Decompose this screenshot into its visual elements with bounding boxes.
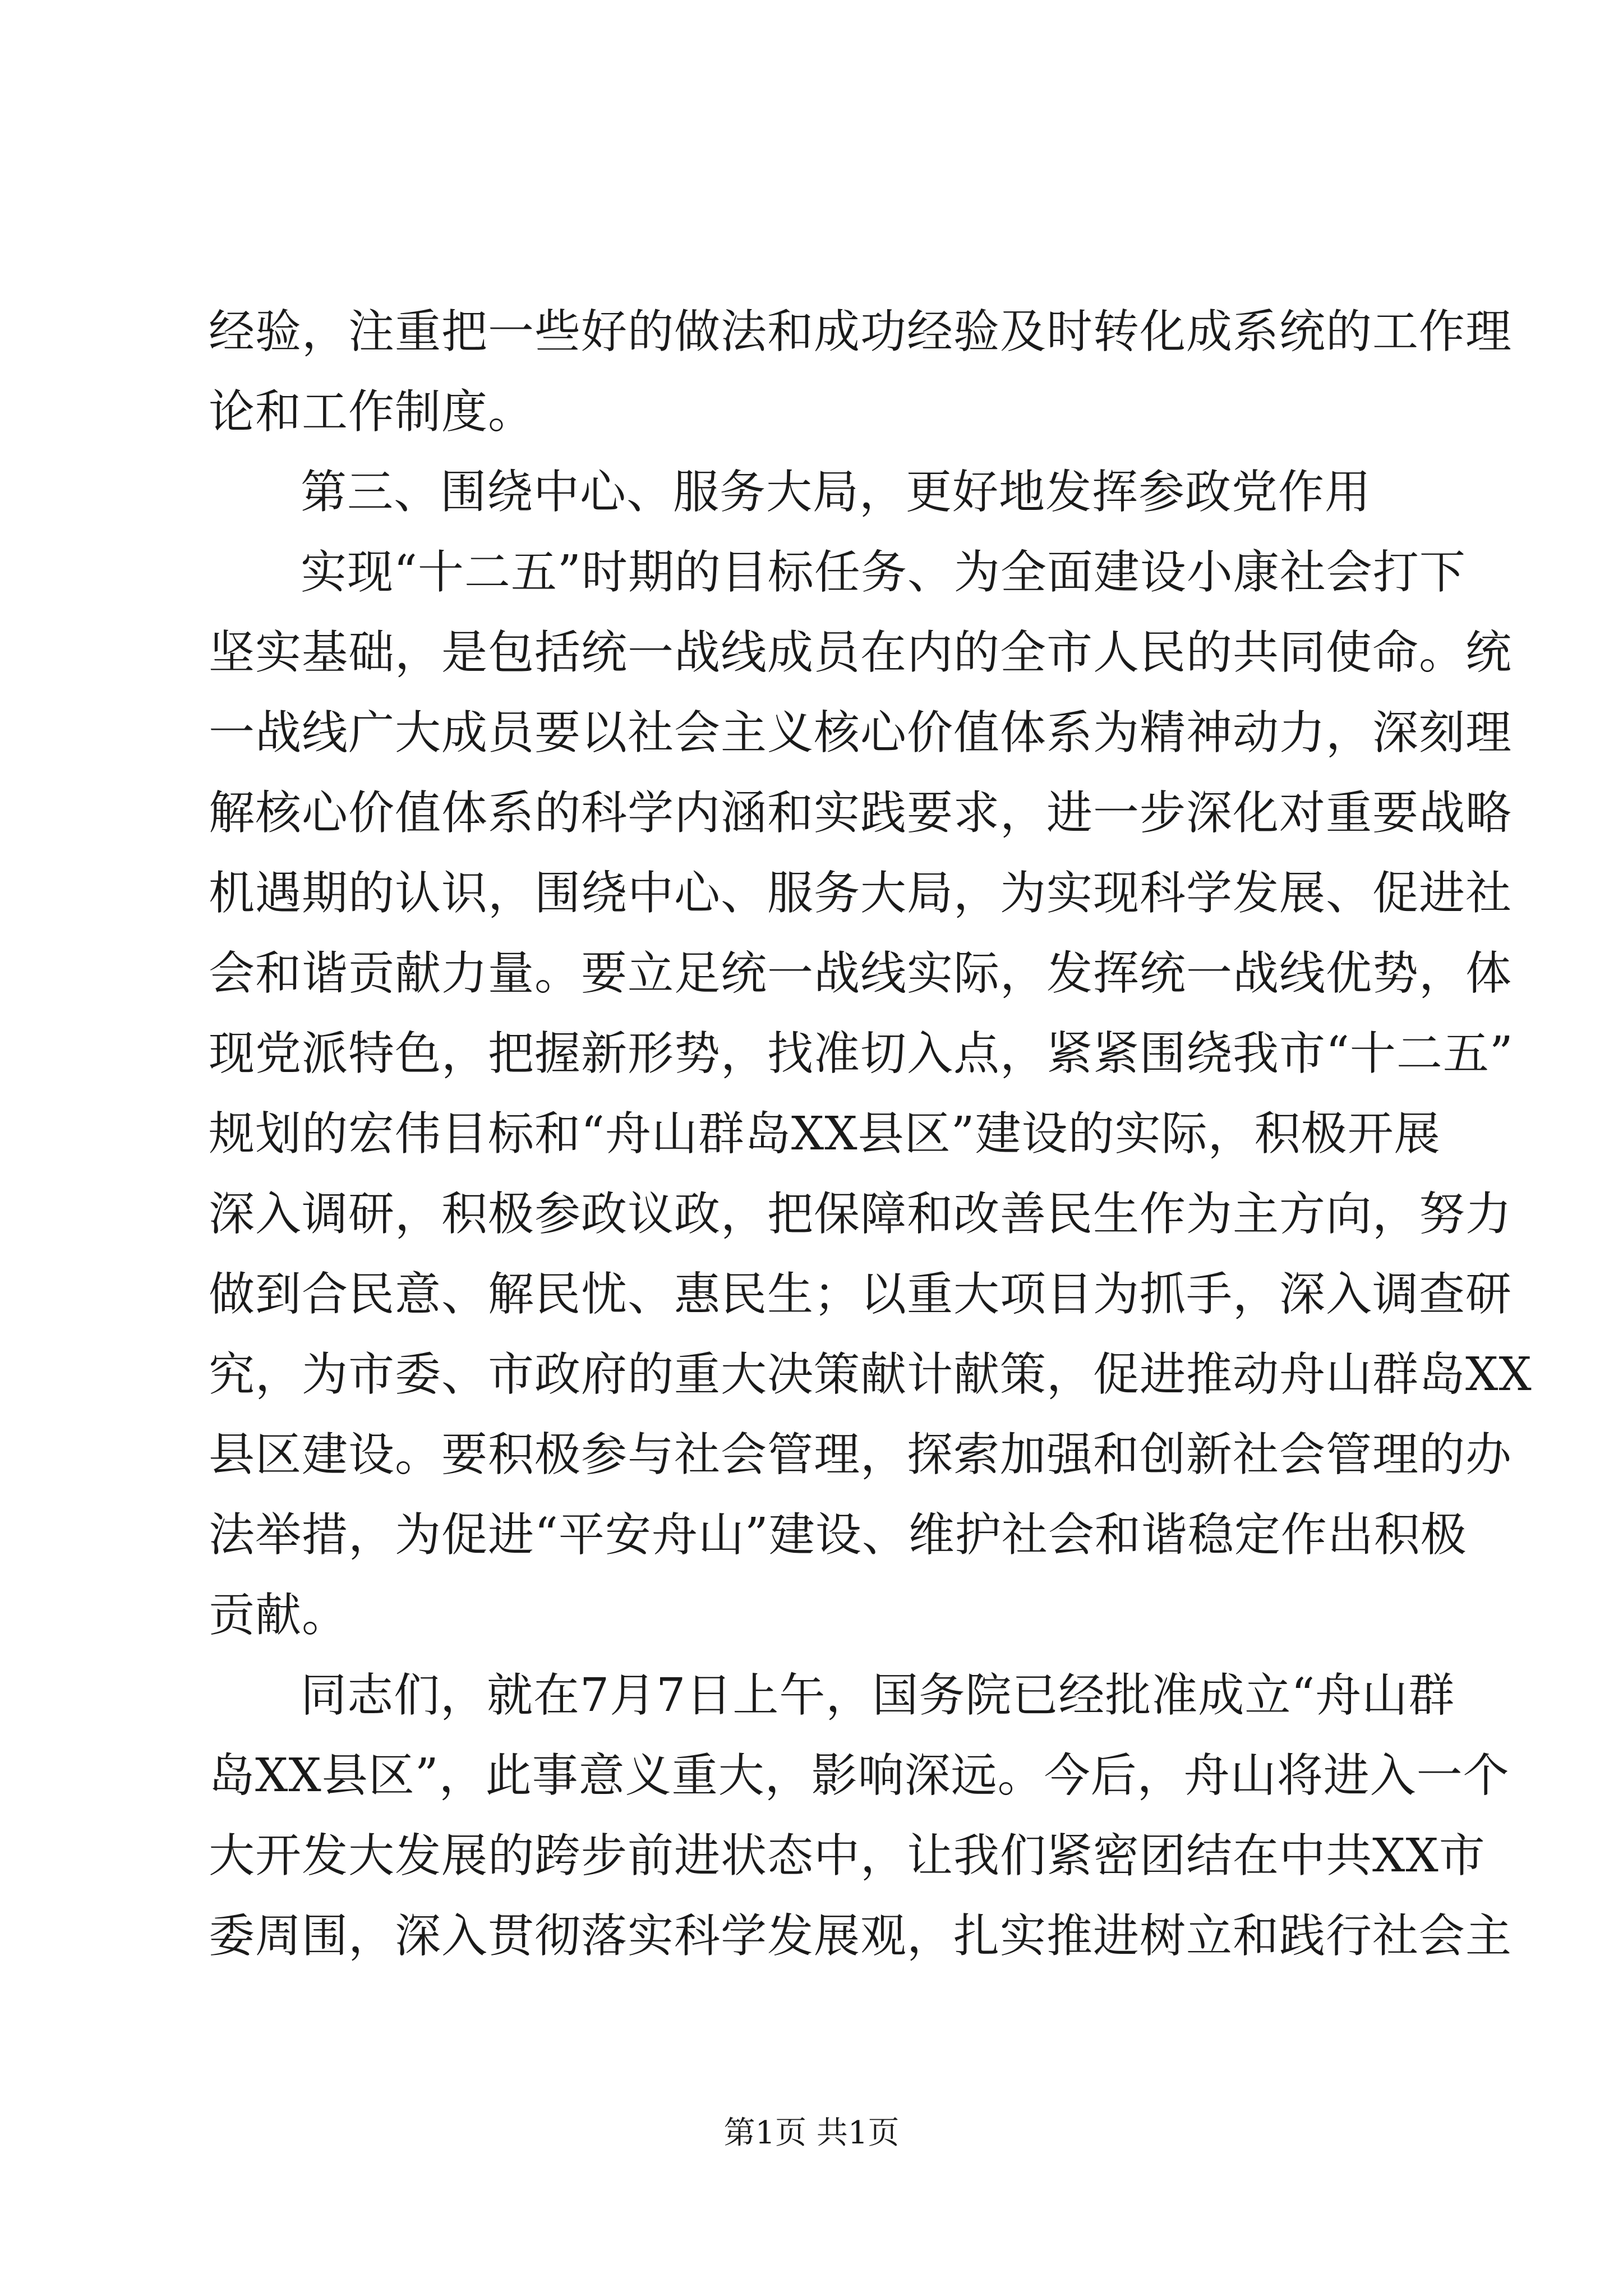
text-line: 一战线广大成员要以社会主义核心价值体系为精神动力，深刻理 — [209, 706, 1513, 760]
text-line: 委周围，深入贯彻落实科学发展观，扎实推进树立和践行社会主 — [209, 1910, 1513, 1963]
text-line: 深入调研，积极参政议政，把保障和改善民生作为主方向，努力 — [209, 1188, 1513, 1241]
text-line: 机遇期的认识，围绕中心、服务大局，为实现科学发展、促进社 — [209, 867, 1513, 920]
text-line: 坚实基础，是包括统一战线成员在内的全市人民的共同使命。统 — [209, 626, 1513, 679]
text-line: 岛XX县区”，此事意义重大，影响深远。今后，舟山将进入一个 — [209, 1749, 1510, 1802]
text-line: 现党派特色，把握新形势，找准切入点，紧紧围绕我市“十二五” — [209, 1027, 1514, 1080]
text-line: 规划的宏伟目标和“舟山群岛XX县区”建设的实际，积极开展 — [209, 1107, 1441, 1161]
text-line: 做到合民意、解民忧、惠民生；以重大项目为抓手，深入调查研 — [209, 1268, 1513, 1321]
text-line: 县区建设。要积极参与社会管理，探索加强和创新社会管理的办 — [209, 1428, 1513, 1481]
text-line: 实现“十二五”时期的目标任务、为全面建设小康社会打下 — [301, 546, 1466, 599]
text-line: 第三、围绕中心、服务大局，更好地发挥参政党作用 — [301, 466, 1372, 519]
text-line: 论和工作制度。 — [209, 385, 535, 439]
text-line: 大开发大发展的跨步前进状态中，让我们紧密团结在中共XX市 — [209, 1829, 1486, 1883]
page-footer: 第1页 共1页 — [723, 2115, 900, 2151]
text-line: 解核心价值体系的科学内涵和实践要求，进一步深化对重要战略 — [209, 786, 1513, 840]
text-line: 贡献。 — [209, 1589, 349, 1642]
text-line: 会和谐贡献力量。要立足统一战线实际，发挥统一战线优势，体 — [209, 947, 1513, 1000]
text-line: 究，为市委、市政府的重大决策献计献策，促进推动舟山群岛XX — [209, 1348, 1532, 1401]
text-line: 法举措，为促进“平安舟山”建设、维护社会和谐稳定作出积极 — [209, 1508, 1467, 1562]
text-line: 经验，注重把一些好的做法和成功经验及时转化成系统的工作理 — [209, 305, 1513, 358]
document-body — [209, 292, 1532, 1976]
text-line: 同志们，就在7月7日上午，国务院已经批准成立“舟山群 — [301, 1669, 1455, 1722]
